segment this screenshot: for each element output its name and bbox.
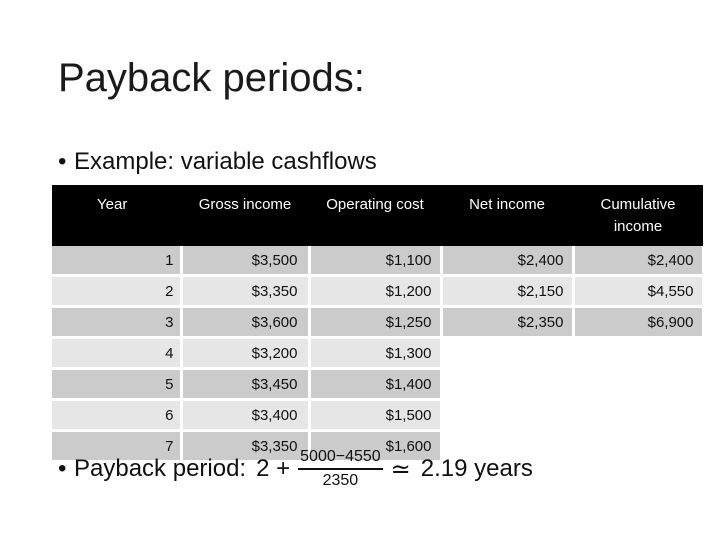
cell-cost: $1,500 — [309, 400, 441, 431]
cell-net: $2,150 — [441, 276, 573, 307]
table-row — [52, 307, 703, 338]
cell-cost: $1,250 — [309, 307, 441, 338]
cell-gross: $3,200 — [181, 338, 309, 369]
cell-cumulative — [573, 369, 703, 400]
header-cumulative-income — [573, 185, 703, 246]
formula-result: 2.19 years — [420, 455, 533, 482]
formula-fraction — [298, 446, 383, 492]
cell-year: 6 — [52, 400, 181, 431]
cell-year: 7 — [52, 431, 181, 462]
bullet-dot: • — [58, 148, 67, 175]
table-row — [52, 400, 703, 431]
cell-cost: $1,300 — [309, 338, 441, 369]
cell-cumulative — [573, 431, 703, 462]
cashflow-table — [52, 185, 705, 463]
cell-gross: $3,600 — [181, 307, 309, 338]
cell-gross: $3,400 — [181, 400, 309, 431]
cell-cumulative: $6,900 — [573, 307, 703, 338]
cell-cost: $1,100 — [309, 246, 441, 276]
header-gross-income: Gross income — [181, 185, 309, 246]
cell-cumulative: $2,400 — [573, 246, 703, 276]
table-header-row — [52, 185, 703, 246]
cell-net — [441, 369, 573, 400]
cell-cumulative — [573, 400, 703, 431]
cell-gross: $3,350 — [181, 276, 309, 307]
cell-year: 2 — [52, 276, 181, 307]
table-row — [52, 246, 703, 276]
cell-net: $2,350 — [441, 307, 573, 338]
cell-net — [441, 338, 573, 369]
approx-symbol: ≃ — [390, 455, 411, 483]
table-row — [52, 338, 703, 369]
cell-year: 4 — [52, 338, 181, 369]
cell-year: 5 — [52, 369, 181, 400]
bullet-example — [58, 148, 377, 176]
table-row — [52, 369, 703, 400]
cell-gross: $3,350 — [181, 431, 309, 462]
table-row — [52, 276, 703, 307]
payback-formula — [58, 446, 533, 492]
bullet-dot: • — [58, 455, 67, 482]
formula-lhs: 2 + — [256, 455, 291, 482]
header-net-income: Net income — [441, 185, 573, 246]
cell-gross: $3,450 — [181, 369, 309, 400]
header-cumulative-line1: Cumulative — [600, 196, 676, 213]
formula-label: Payback period: — [74, 455, 247, 482]
cell-year: 1 — [52, 246, 181, 276]
cell-net: $2,400 — [441, 246, 573, 276]
cell-cumulative — [573, 338, 703, 369]
header-cumulative-line2: income — [613, 218, 663, 235]
cell-cost: $1,600 — [309, 431, 441, 462]
cell-gross: $3,500 — [181, 246, 309, 276]
cell-cost: $1,200 — [309, 276, 441, 307]
cell-year: 3 — [52, 307, 181, 338]
slide-title: Payback periods: — [58, 56, 365, 100]
header-year: Year — [52, 185, 181, 246]
bullet-text: Example: variable cashflows — [74, 148, 377, 175]
header-operating-cost: Operating cost — [309, 185, 441, 246]
cell-net — [441, 400, 573, 431]
cell-cumulative: $4,550 — [573, 276, 703, 307]
cell-cost: $1,400 — [309, 369, 441, 400]
fraction-denominator: 2350 — [322, 472, 359, 489]
fraction-numerator: 5000−4550 — [300, 448, 381, 465]
